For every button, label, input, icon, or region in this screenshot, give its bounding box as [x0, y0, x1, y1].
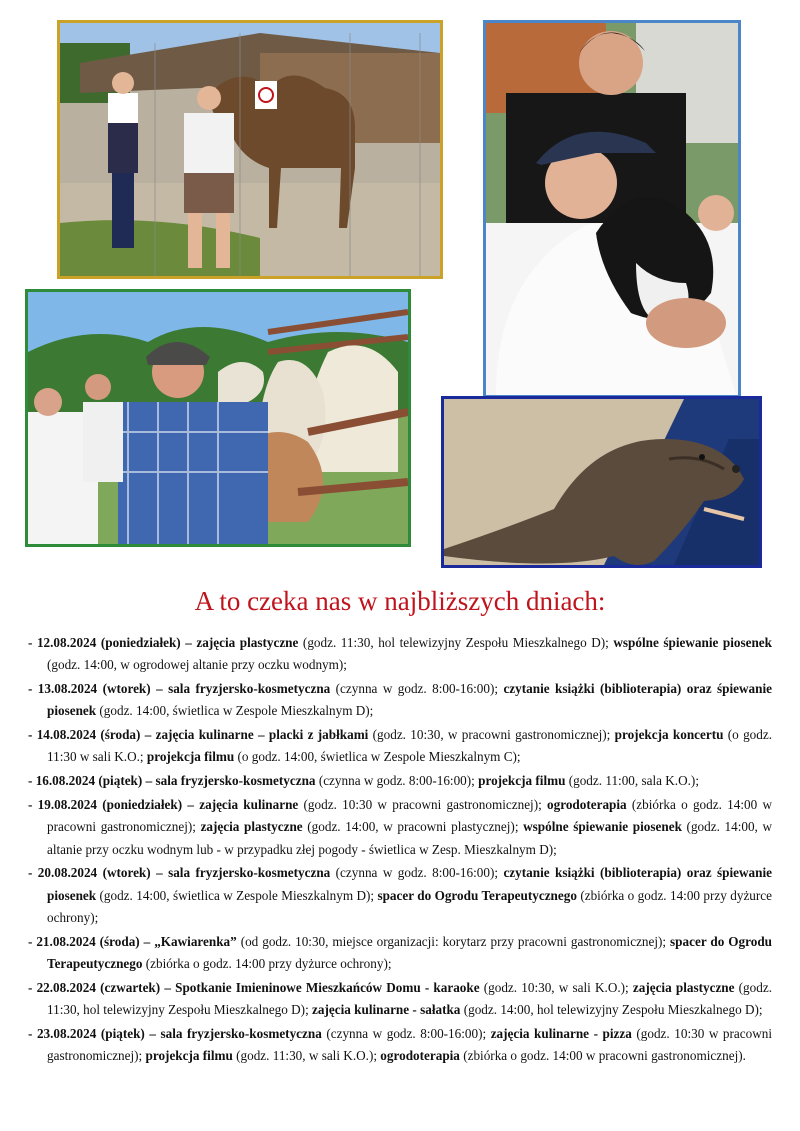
rabbit-holding-photo	[483, 20, 741, 398]
schedule-item-bold-text: wspólne śpiewanie piosenek	[613, 635, 772, 650]
schedule-item-bold-text: spacer do Ogrodu Terapeutycznego	[47, 933, 772, 972]
schedule-item-text: (godz. 11:30, hol telewizyjny Zespołu Mieszkalnego D);	[47, 979, 772, 1018]
schedule-item-text: (czynna w godz. 8:00-16:00);	[321, 1026, 491, 1042]
schedule-item-text: (godz. 14:00, w altanie przy oczku wodnym lub - w przypadku złej pogody - świetlica w Zesp. Mieszkalnym D);	[47, 819, 773, 857]
schedule-item-bold-text: - 16.08.2024 (piątek) – sala fryzjersko-kosmetyczna	[28, 773, 316, 789]
schedule-item-text: (od godz. 10:30, miejsce organizacji: korytarz przy pracowni gastronomicznej);	[236, 933, 671, 949]
schedule-item-text: (czynna w godz. 8:00-16:00);	[330, 681, 504, 697]
page-heading: A to czeka nas w najbliższych dniach:	[194, 586, 606, 616]
schedule-item-bold-text: zajęcia plastyczne	[632, 979, 735, 995]
schedule-item-text: (godz. 11:30, hol telewizyjny Zespołu Mieszkalnego D);	[298, 635, 614, 650]
schedule-item-bold-text: projekcja filmu	[145, 1048, 233, 1064]
schedule-item-text: (godz. 14:00, hol telewizyjny Zespołu Mieszkalnego D);	[460, 1002, 763, 1018]
schedule-list	[28, 632, 772, 1069]
schedule-item-text: (godz. 14:00, w ogrodowej altanie przy oczku wodnym);	[47, 657, 347, 673]
schedule-item-bold-text: projekcja koncertu	[614, 727, 724, 743]
schedule-item-bold-text: projekcja filmu	[478, 773, 566, 789]
schedule-item-bold-text: - 19.08.2024 (poniedziałek) – zajęcia kulinarne	[28, 797, 299, 813]
schedule-item-text: (godz. 10:30 w pracowni gastronomicznej);	[47, 1026, 772, 1064]
schedule-item-text: (o godz. 11:30 w sali K.O.;	[47, 727, 772, 765]
schedule-item	[28, 931, 772, 976]
schedule-item-text: (godz. 11:30, w sali K.O.);	[232, 1048, 381, 1064]
schedule-item-bold-text: ogrodoterapia	[547, 797, 627, 813]
alpaca-feeding-photo	[25, 289, 411, 547]
schedule-item	[28, 1023, 772, 1068]
schedule-item-bold-text: spacer do Ogrodu Terapeutycznego	[377, 887, 577, 903]
schedule-item-bold-text: - 23.08.2024 (piątek) – sala fryzjersko-kosmetyczna	[28, 1026, 322, 1042]
schedule-item	[28, 770, 772, 792]
schedule-item-bold-text: czytanie książki (biblioterapia) oraz śpiewanie piosenek	[47, 865, 772, 903]
schedule-item-bold-text: ogrodoterapia	[380, 1048, 460, 1064]
schedule-item-text: (o godz. 14:00, świetlica w Zespole Mieszkalnym C);	[234, 749, 521, 765]
schedule-item-bold-text: projekcja filmu	[146, 749, 235, 765]
schedule-item-text: (godz. 11:00, sala K.O.);	[565, 773, 699, 789]
schedule-item-bold-text: - 14.08.2024 (środa) – zajęcia kulinarne – placki z jabłkami	[28, 727, 369, 743]
schedule-item-text: (godz. 10:30, w pracowni gastronomicznej);	[368, 727, 615, 743]
schedule-item-text: (godz. 14:00, świetlica w Zespole Mieszkalnym D);	[96, 703, 374, 719]
schedule-item-text: (zbiórka o godz. 14:00 w pracowni gastronomicznej);	[47, 797, 772, 835]
schedule-item-text: (czynna w godz. 8:00-16:00);	[315, 773, 479, 789]
schedule-item-text: (zbiórka o godz. 14:00 przy dyżurce ochrony);	[142, 956, 392, 972]
otter-photo	[441, 396, 762, 568]
schedule-item-bold-text: zajęcia kulinarne - sałatka	[312, 1002, 461, 1018]
schedule-item-bold-text: - 20.08.2024 (wtorek) – sala fryzjersko-kosmetyczna	[28, 865, 331, 881]
camel-enclosure-photo	[57, 20, 443, 279]
schedule-item-text: (zbiórka o godz. 14:00 przy dyżurce ochrony);	[47, 887, 772, 926]
schedule-item	[28, 724, 772, 769]
schedule-item	[28, 794, 772, 861]
schedule-item-text: (czynna w godz. 8:00-16:00);	[330, 865, 504, 881]
schedule-item	[28, 632, 772, 677]
schedule-item-bold-text: wspólne śpiewanie piosenek	[523, 819, 682, 835]
schedule-item-bold-text: zajęcia kulinarne - pizza	[490, 1026, 632, 1042]
schedule-item-bold-text: zajęcia plastyczne	[200, 819, 303, 835]
schedule-item	[28, 862, 772, 929]
schedule-item	[28, 678, 772, 723]
schedule-item-bold-text: - 13.08.2024 (wtorek) – sala fryzjersko-kosmetyczna	[28, 681, 331, 697]
schedule-item-text: (godz. 10:30, w sali K.O.);	[479, 979, 633, 995]
schedule-item-bold-text: czytanie książki (biblioterapia) oraz śpiewanie piosenek	[47, 681, 772, 719]
schedule-item-text: (godz. 14:00, w pracowni plastycznej);	[302, 819, 524, 835]
schedule-item	[28, 977, 772, 1022]
schedule-item-text: (zbiórka o godz. 14:00 w pracowni gastronomicznej).	[459, 1048, 746, 1064]
schedule-item-bold-text: - 22.08.2024 (czwartek) – Spotkanie Imieninowe Mieszkańców Domu - karaoke	[28, 979, 480, 995]
schedule-item-bold-text: - 12.08.2024 (poniedziałek) – zajęcia plastyczne	[28, 635, 299, 650]
schedule-item-text: (godz. 14:00, świetlica w Zespole Mieszkalnym D);	[96, 887, 378, 903]
schedule-item-bold-text: - 21.08.2024 (środa) – „Kawiarenka”	[28, 933, 237, 949]
schedule-item-text: (godz. 10:30 w pracowni gastronomicznej);	[298, 797, 548, 813]
